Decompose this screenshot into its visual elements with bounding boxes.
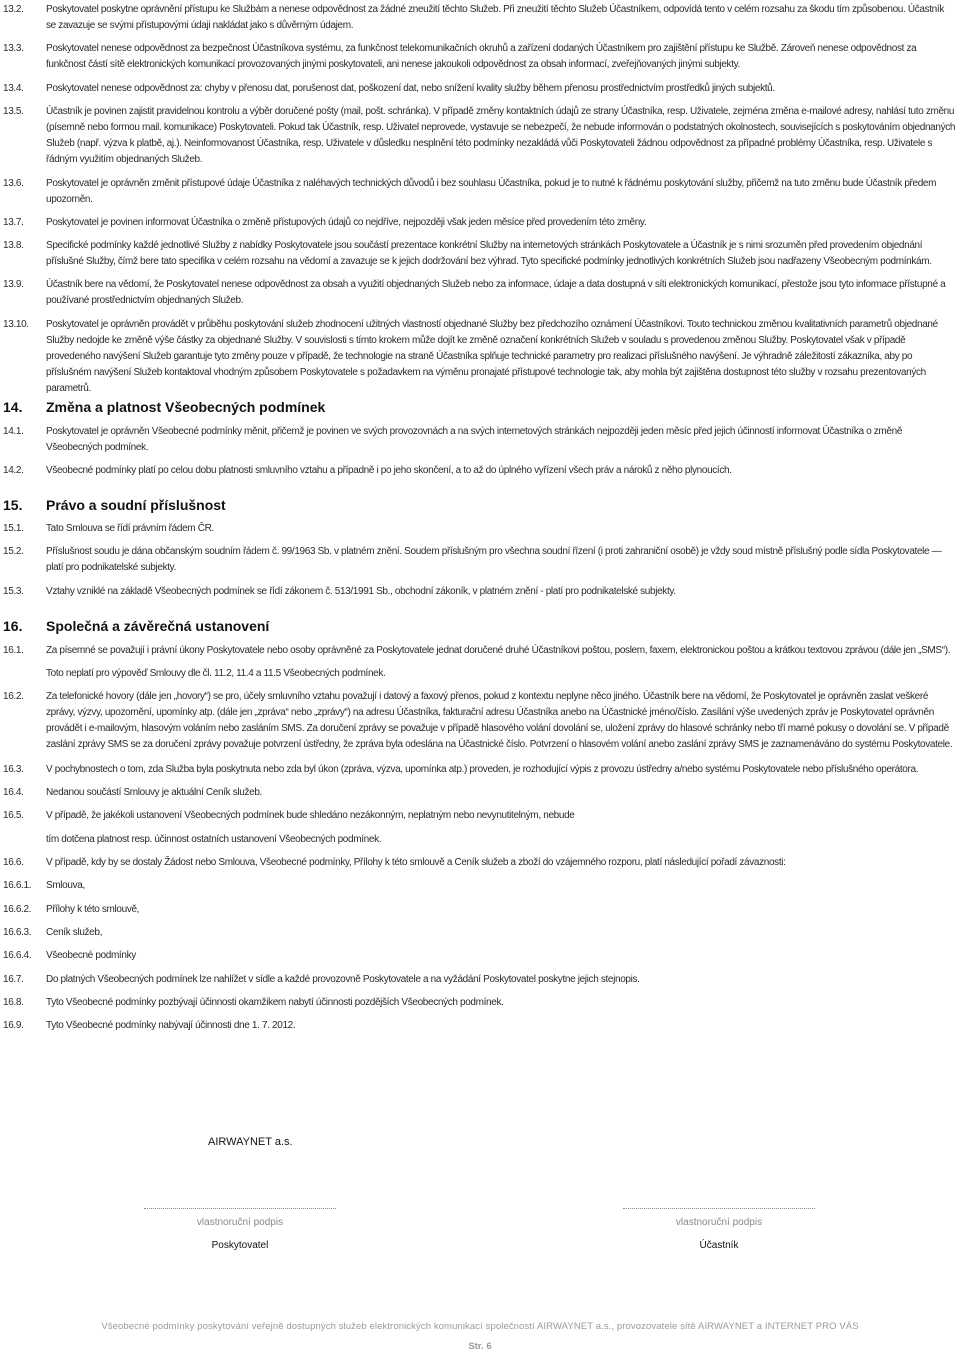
clause-number: 16.3. bbox=[3, 764, 24, 775]
clause-text: Tato Smlouva se řídí právním řádem ČR. bbox=[46, 523, 214, 534]
clause-13-5 bbox=[3, 104, 956, 168]
clause-text: Poskytovatel je oprávněn Všeobecné podmínky měnit, přičemž je povinen ve svých provozovnách a na svých internetových stránkách nejpozději jeden měsíc před jejich účinností informovat Účastníka o změně Všeobecných podmínek. bbox=[46, 426, 903, 453]
clause-number: 15.3. bbox=[3, 586, 24, 597]
clause-number: 13.9. bbox=[3, 279, 24, 290]
signature-line bbox=[144, 1208, 336, 1209]
page-number: Str. 6 bbox=[468, 1341, 492, 1352]
clause-text: V pochybnostech o tom, zda Služba byla poskytnuta nebo zda byl úkon (zpráva, výzva, upomínka atp.) proveden, je rozhodující výpis z provozu ústředny a/nebo systému Poskytovatele nebo příslušného operátora. bbox=[46, 764, 919, 775]
clause-number: 16.6.1. bbox=[3, 880, 32, 891]
clause-16-1-continuation: Toto neplatí pro výpověď Smlouvy dle čl. 11.2, 11.4 a 11.5 Všeobecných podmínek. bbox=[46, 668, 386, 679]
clause-number: 13.7. bbox=[3, 217, 24, 228]
clause-16-2 bbox=[3, 689, 956, 753]
clause-text: Poskytovatel je povinen informovat Účastníka o změně přístupových údajů co nejdříve, nejpozději však jeden měsíce před provedením této změny. bbox=[46, 217, 647, 228]
clause-15-1 bbox=[3, 521, 956, 537]
clause-13-10 bbox=[3, 317, 956, 397]
clause-text: Za telefonické hovory (dále jen „hovory“) se pro, účely smluvního vztahu považují i datový a faxový přenos, pokud z kontextu neplyne něco jiného. Účastník bere na vědomí, že Poskytovatel je oprávněn zaslat veškeré zprávy, výzvy, upozornění, upomínky atp. (dále jen „zpráva“ nebo „zprávy“) na adresu Účastníka, fakturační adresu Účastníka anebo na Účastnické jméno/číslo. Zasílání výše uvedených zpráv je Poskytovatel oprávněn provádět i e-mailovým, hlasovým voláním nebo zasláním SMS. Za doručení zprávy se považuje v případě hlasového volání dovolání se, uložení zprávy do hlasové schránky nebo tří marné pokusy o dovolání se. V případě zaslání zprávy SMS se za doručení zprávy považuje potvrzení ústředny, že zpráva byla odeslána na Účastnické číslo. Potvrzení o hlasovém volání anebo zaslání zprávy SMS je zaznamenáváno do systému Poskytovatele. bbox=[46, 691, 953, 750]
clause-number: 16.6. bbox=[3, 857, 24, 868]
signature-role: Poskytovatel bbox=[211, 1240, 269, 1251]
clause-text: Tyto Všeobecné podmínky pozbývají účinnosti okamžikem nabytí účinnosti pozdějších Všeobecných podmínek. bbox=[46, 997, 504, 1008]
clause-number: 16.6.2. bbox=[3, 904, 32, 915]
signature-label: vlastnoruční podpis bbox=[196, 1217, 284, 1228]
clause-number: 15.1. bbox=[3, 523, 24, 534]
clause-15-2 bbox=[3, 544, 956, 576]
clause-16-6-1 bbox=[3, 878, 956, 894]
clause-number: 16.4. bbox=[3, 787, 24, 798]
clause-16-6-2 bbox=[3, 902, 956, 918]
clause-text: Za písemné se považují i právní úkony Poskytovatele nebo osoby oprávněné za Poskytovatele jednat doručené druhé Účastníkovi poštou, poslem, faxem, elektronickou poštou a krátkou textovou zprávou (dále jen „SMS“). bbox=[46, 645, 951, 656]
clause-text: Účastník je povinen zajistit pravidelnou kontrolu a výběr doručené pošty (mail, pošt. schránka). V případě změny kontaktních údajů ze strany Účastníka, resp. Uživatele, zejména změna e-mailové adresy, nahlásí tuto změnu (písemně nebo formou mail. komunikace) Poskytovateli. Pokud tak Účastník, resp. Uživatel neprovede, vystavuje se nebezpečí, že nebude informován o podstatných okolnostech, souvisejících s poskytováním objednaných Služeb (např. výzva k platbě, aj.). Neinformovanost Účastníka, resp. Uživatele v důsledku nesplnění této podmínky nezakládá vůči Poskytovateli žádnou odpovědnost za případné problémy Účastníka, resp. Uživatele s řádným využitím objednaných Služeb. bbox=[46, 106, 956, 165]
clause-text: Účastník bere na vědomí, že Poskytovatel nenese odpovědnost za obsah a využití objednaných Služeb nebo za informace, údaje a data dostupná v síti elektronických komunikací, přestože jsou tyto informace přístupné a používané prostřednictvím objednaných Služeb. bbox=[46, 279, 946, 306]
section-number: 16. bbox=[3, 618, 23, 634]
clause-text: Poskytovatel je oprávněn provádět v průběhu poskytování služeb zhodnocení užitných vlastností objednané Služby bez předchozího oznámení Účastníkovi. Touto technickou změnou kvalitativních parametrů objednané Služby nedojde ke změně výše částky za objednané Služby. V souvislosti s tímto krokem může dojít ke změně označení konkrétních Služeb v souladu s provedenou změnou Služby. Poskytovatel však v případě provedeného navýšení Služeb garantuje tyto změny pouze v případě, že technologie na straně Účastníka splňuje technické parametry pro realizaci příslušného navýšení. Je výhradně záležitostí zákazníka, aby po příslušném navýšení Služeb kontaktoval vhodným způsobem Poskytovatele s požadavkem na výměnu pronajaté přístupové technologie tak, aby mohla být zajištěna dostupnost této služby v rozsahu prezentovaných parametrů. bbox=[46, 319, 938, 394]
clause-16-3 bbox=[3, 762, 956, 778]
section-number: 15. bbox=[3, 497, 23, 513]
clause-number: 13.8. bbox=[3, 240, 24, 251]
section-heading-16 bbox=[3, 617, 960, 635]
clause-13-6 bbox=[3, 176, 956, 208]
clause-16-7 bbox=[3, 972, 956, 988]
clause-text: Tyto Všeobecné podmínky nabývají účinnosti dne 1. 7. 2012. bbox=[46, 1020, 296, 1031]
clause-16-5-continuation: tím dotčena platnost resp. účinnost ostatních ustanovení Všeobecných podmínek. bbox=[46, 834, 382, 845]
section-title: Společná a závěrečná ustanovení bbox=[46, 618, 270, 634]
clause-13-8 bbox=[3, 238, 956, 270]
clause-number: 13.4. bbox=[3, 83, 24, 94]
clause-number: 16.2. bbox=[3, 691, 24, 702]
clause-number: 16.1. bbox=[3, 645, 24, 656]
clause-text: Nedanou součástí Smlouvy je aktuální Ceník služeb. bbox=[46, 787, 262, 798]
clause-number: 16.8. bbox=[3, 997, 24, 1008]
clause-text: Poskytovatel poskytne oprávnění přístupu ke Službám a nenese odpovědnost za žádné zneužití těchto Služeb. Při zneužití těchto Služeb Účastníkem, odpovídá tento v celém rozsahu za škodu tím způsobenou. Účastník se zavazuje se svými přístupovými údaji nakládat jako s důvěrným údajem. bbox=[46, 4, 944, 31]
section-heading-15 bbox=[3, 496, 960, 514]
clause-number: 16.6.3. bbox=[3, 927, 32, 938]
clause-text: V případě, že jakékoli ustanovení Všeobecných podmínek bude shledáno nezákonným, neplatným nebo nevynutitelným, nebude bbox=[46, 810, 575, 821]
signature-line bbox=[623, 1208, 815, 1209]
clause-number: 16.7. bbox=[3, 974, 24, 985]
clause-text: Poskytovatel je oprávněn změnit přístupové údaje Účastníka z naléhavých technických důvodů i bez souhlasu Účastníka, pokud je to nutné k řádnému poskytování služby, přičemž na tuto změnu bude Účastník předem upozorněn. bbox=[46, 178, 937, 205]
clause-16-9 bbox=[3, 1018, 956, 1034]
clause-13-9 bbox=[3, 277, 956, 309]
clause-15-3 bbox=[3, 584, 956, 600]
clause-text: Poskytovatel nenese odpovědnost za: chyby v přenosu dat, porušenost dat, poškození dat, nebo snížení kvality služby během přenosu prostřednictvím prostředků jiných subjektů. bbox=[46, 83, 775, 94]
company-name: AIRWAYNET a.s. bbox=[208, 1136, 293, 1148]
clause-number: 13.6. bbox=[3, 178, 24, 189]
section-heading-14 bbox=[3, 398, 960, 416]
clause-16-6 bbox=[3, 855, 956, 871]
clause-number: 13.3. bbox=[3, 43, 24, 54]
clause-16-5 bbox=[3, 808, 956, 824]
signature-block-provider bbox=[144, 1208, 336, 1251]
clause-number: 13.10. bbox=[3, 319, 29, 330]
clause-13-3 bbox=[3, 41, 956, 73]
clause-text: Ceník služeb, bbox=[46, 927, 103, 938]
clause-16-8 bbox=[3, 995, 956, 1011]
clause-text: Smlouva, bbox=[46, 880, 85, 891]
clause-text: Přílohy k této smlouvě, bbox=[46, 904, 140, 915]
clause-16-6-4 bbox=[3, 948, 956, 964]
clause-text: Příslušnost soudu je dána občanským soudním řádem č. 99/1963 Sb. v platném znění. Soudem příslušným pro všechna soudní řízení (i proti zahraniční osobě) je vždy soud místně příslušný podle sídla Poskytovatele — platí pro podnikatelské subjekty. bbox=[46, 546, 942, 573]
clause-16-6-3 bbox=[3, 925, 956, 941]
clause-text: Všeobecné podmínky platí po celou dobu platnosti smluvního vztahu a případně i po jeho skončení, a to až do úplného vyřízení všech práv a nároků z něho plynoucích. bbox=[46, 465, 732, 476]
clause-number: 16.9. bbox=[3, 1020, 24, 1031]
clause-number: 13.5. bbox=[3, 106, 24, 117]
clause-text: Poskytovatel nenese odpovědnost za bezpečnost Účastníkova systému, za funkčnost telekomunikačních okruhů a zařízení dodaných Účastníkem pro zajištění přístupu ke Službě. Zároveň nenese odpovědnost za funkčnost částí sítě elektronických komunikací provozovaných jinými poskytovateli, ani nenese jakoukoli odpovědnost za obsah informací, zveřejňovaných jinými subjekty. bbox=[46, 43, 917, 70]
clause-text: Do platných Všeobecných podmínek lze nahlížet v sídle a každé provozovně Poskytovatele a na vyžádání Poskytovatel poskytne jejich stejnopis. bbox=[46, 974, 640, 985]
clause-text: Specifické podmínky každé jednotlivé Služby z nabídky Poskytovatele jsou součástí prezentace konkrétní Služby na internetových stránkách Poskytovatele a Účastník je s nimi srozuměn před provedením objednání příslušné Služby, čímž bere tato specifika v celém rozsahu na vědomí a zavazuje se k jejich dodržování bez výhrad. Tyto specifické podmínky jednotlivých konkrétních Služeb jsou nadřazeny Všeobecným podmínkám. bbox=[46, 240, 932, 267]
clause-number: 16.5. bbox=[3, 810, 24, 821]
signature-role: Účastník bbox=[699, 1240, 739, 1251]
section-title: Změna a platnost Všeobecných podmínek bbox=[46, 399, 326, 415]
page-footer: Všeobecné podmínky poskytování veřejně dostupných služeb elektronických komunikací společností AIRWAYNET a.s., provozovatele sítě AIRWAYNET a INTERNET PRO VÁS bbox=[101, 1321, 859, 1332]
clause-number: 13.2. bbox=[3, 4, 24, 15]
section-title: Právo a soudní příslušnost bbox=[46, 497, 226, 513]
clause-16-4 bbox=[3, 785, 956, 801]
clause-13-7 bbox=[3, 215, 956, 231]
section-number: 14. bbox=[3, 399, 23, 415]
clause-number: 15.2. bbox=[3, 546, 24, 557]
clause-14-1 bbox=[3, 424, 956, 456]
clause-number: 14.2. bbox=[3, 465, 24, 476]
signature-block-subscriber bbox=[623, 1208, 815, 1251]
clause-text: Vztahy vzniklé na základě Všeobecných podmínek se řídí zákonem č. 513/1991 Sb., obchodní zákoník, v platném znění - platí pro podnikatelské subjekty. bbox=[46, 586, 676, 597]
clause-text: V případě, kdy by se dostaly Žádost nebo Smlouva, Všeobecné podmínky, Přílohy k této smlouvě a Ceník služeb a zboží do vzájemného rozporu, platí následující pořadí závaznosti: bbox=[46, 857, 786, 868]
clause-16-1 bbox=[3, 643, 956, 659]
clause-number: 16.6.4. bbox=[3, 950, 32, 961]
clause-13-2 bbox=[3, 2, 956, 34]
clause-14-2 bbox=[3, 463, 956, 479]
clause-number: 14.1. bbox=[3, 426, 24, 437]
clause-13-4 bbox=[3, 81, 956, 97]
signature-label: vlastnoruční podpis bbox=[675, 1217, 763, 1228]
clause-text: Všeobecné podmínky bbox=[46, 950, 136, 961]
